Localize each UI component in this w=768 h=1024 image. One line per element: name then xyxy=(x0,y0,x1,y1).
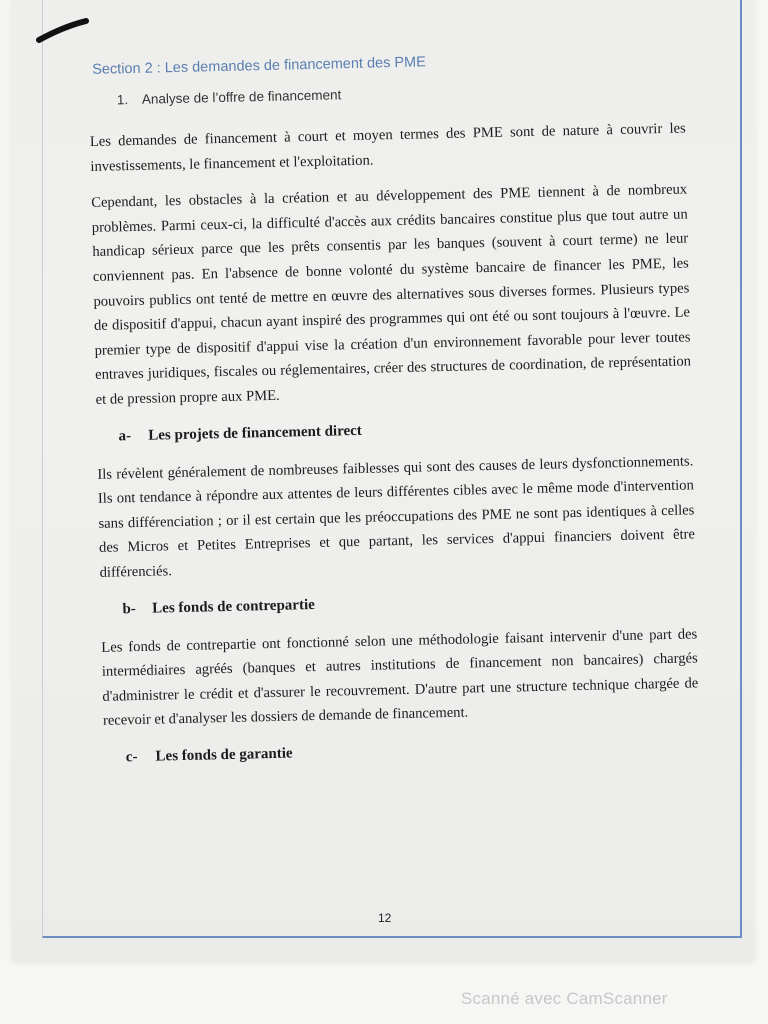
heading-letter: c- xyxy=(125,748,138,766)
heading-label: Les fonds de garantie xyxy=(155,745,293,765)
heading-fonds-contrepartie xyxy=(122,586,696,619)
subsection-label: Analyse de l’offre de financement xyxy=(141,87,342,107)
document-page xyxy=(12,0,754,962)
paragraph-obstacles: Cependant, les obstacles à la création et au développement des PME tiennent à de nombreux problèmes. Parmi ceux-ci, la difficulté d'accès aux crédits bancaires constitue plus que tout autre un handicap sérieux parce que les prêts consentis par les banques (souvent à court terme) ne leur conviennent pas. En l'absence de bonne volonté du système bancaire de financer les PME, les pouvoirs publics ont tenté de mettre en œuvre des alternatives sous diverses formes. Plusieurs types de dispositif d'appui, chacun ayant inspiré des programmes qui ont été ou sont toujours à l'œuvre. Le premier type de dispositif d'appui vise la création d'un environnement favorable pour lever toutes entraves juridiques, fiscales ou réglementaires, créer des structures de coordination, de représentation et de pression propre aux PME. xyxy=(91,181,692,408)
heading-letter: a- xyxy=(118,427,132,444)
subsection-number: 1. xyxy=(116,92,129,108)
pen-mark-icon xyxy=(36,18,90,44)
camscanner-watermark: Scanné avec CamScanner xyxy=(461,989,668,1008)
heading-letter: b- xyxy=(122,600,136,617)
page-number: 12 xyxy=(378,911,392,925)
heading-fonds-garantie xyxy=(126,734,700,767)
subsection-title xyxy=(117,78,685,109)
paragraph-intro: Les demandes de financement à court et moyen termes des PME sont de nature à couvrir les investissements, le financement et l'exploitation. xyxy=(89,120,686,175)
paragraph-financement-direct: Ils révèlent généralement de nombreuses faiblesses qui sont des causes de leurs dysfonctionnements. Ils ont tendance à répondre aux attentes de leurs différentes cibles avec le même mode d'intervention sans différenciation ; or il est certain que les préoccupations des PME ne sont pas identiques à celles des Micros et Petites Entreprises et que partant, les services d'appui financiers doivent être différenciés. xyxy=(97,452,696,581)
heading-financement-direct xyxy=(118,413,692,446)
section-title: Section 2 : Les demandes de financement des PME xyxy=(92,54,427,78)
heading-label: Les projets de financement direct xyxy=(148,422,362,444)
page-content xyxy=(88,46,700,783)
heading-label: Les fonds de contrepartie xyxy=(152,596,315,617)
paragraph-fonds-contrepartie: Les fonds de contrepartie ont fonctionné selon une méthodologie faisant intervenir d'une part des intermédiaires agréés (banques et autres institutions de financement non bancaires) chargés d'administrer le crédit et d'assurer le recouvrement. D'autre part une structure technique chargée de recevoir et d'analyser les dossiers de demande de financement. xyxy=(101,625,699,730)
